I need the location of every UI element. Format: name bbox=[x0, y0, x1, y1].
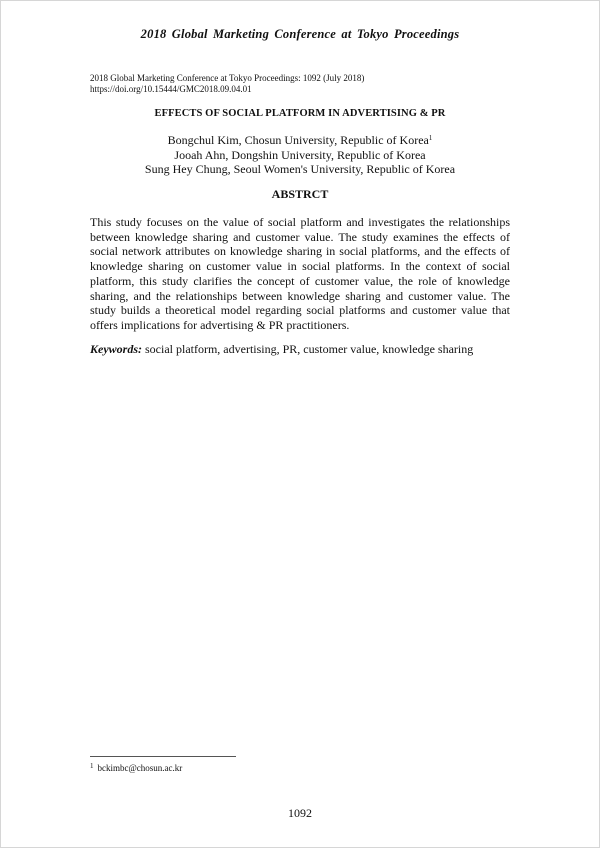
author-line bbox=[0, 148, 600, 163]
abstract-body: This study focuses on the value of social platform and investigates the relationships between knowledge sharing and customer value. The study examines the effects of social network attributes on knowledge sharing in social platforms, and the effects of knowledge sharing on customer value in social platforms. In the context of social platform, this study clarifies the concept of customer value, the role of knowledge sharing, and the relationships between knowledge sharing and customer value. The study builds a theoretical model regarding social platforms and customer value that offers implications for advertising & PR practitioners. bbox=[90, 215, 510, 332]
author-affiliation: Bongchul Kim, Chosun University, Republic of Korea bbox=[167, 133, 429, 147]
citation-block bbox=[90, 73, 364, 95]
author-affiliation: Sung Hey Chung, Seoul Women's University, Republic of Korea bbox=[144, 162, 456, 176]
keywords-label: Keywords: bbox=[90, 342, 142, 356]
author-list bbox=[0, 133, 600, 177]
paper-title: EFFECTS OF SOCIAL PLATFORM IN ADVERTISING & PR bbox=[154, 108, 446, 119]
footnote-email: bckimbc@chosun.ac.kr bbox=[97, 763, 183, 773]
author-line bbox=[0, 162, 600, 177]
footnote-marker: 1 bbox=[428, 134, 433, 142]
keywords-text: social platform, advertising, PR, customer value, knowledge sharing bbox=[145, 342, 474, 356]
footnote-divider bbox=[90, 756, 236, 757]
abstract-heading: ABSTRCT bbox=[271, 187, 329, 201]
author-affiliation: Jooah Ahn, Dongshin University, Republic of Korea bbox=[174, 147, 426, 162]
doi-link[interactable]: https://doi.org/10.15444/GMC2018.09.04.01 bbox=[90, 84, 252, 94]
author-line bbox=[0, 133, 600, 148]
page-number: 1092 bbox=[288, 806, 312, 820]
citation-line: 2018 Global Marketing Conference at Tokyo Proceedings: 1092 (July 2018) bbox=[90, 73, 365, 83]
footnote bbox=[90, 763, 182, 773]
running-header: 2018 Global Marketing Conference at Tokyo Proceedings bbox=[140, 27, 460, 41]
keywords-line bbox=[90, 342, 510, 357]
footnote-number: 1 bbox=[90, 762, 94, 770]
